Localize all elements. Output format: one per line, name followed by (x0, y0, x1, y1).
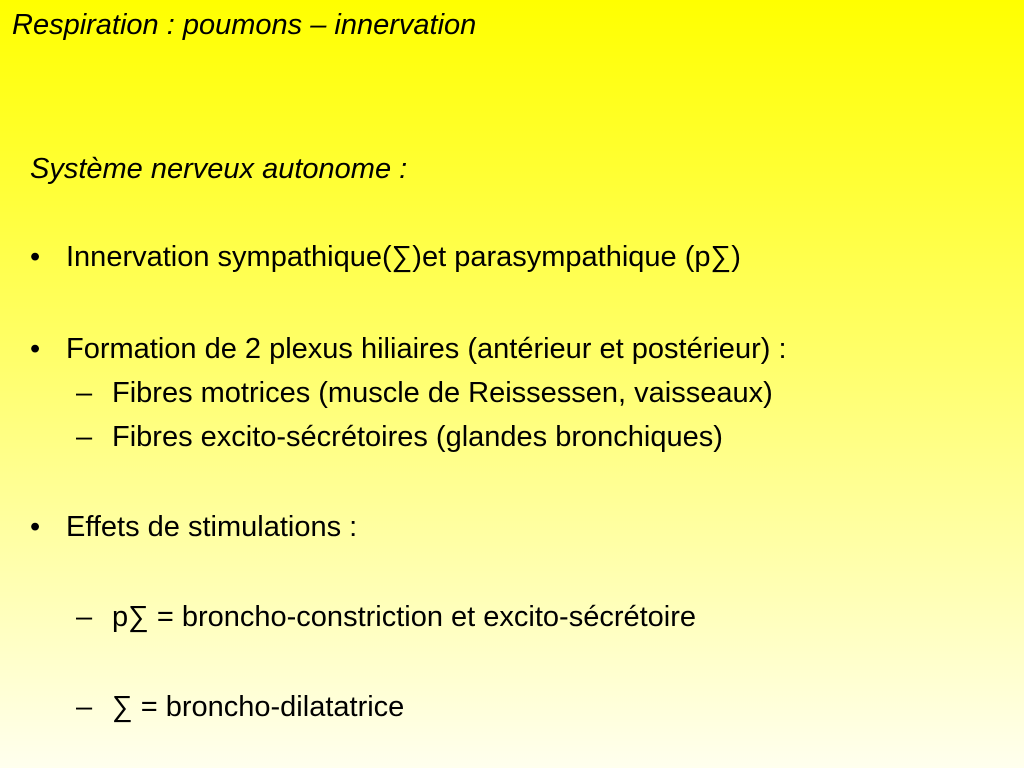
dash-marker: – (76, 421, 93, 453)
section-subheading: Système nerveux autonome : (30, 153, 408, 185)
sub-bullet-text: Fibres motrices (muscle de Reissessen, vaisseaux) (112, 377, 773, 409)
dash-marker: – (76, 377, 93, 409)
bullet-text: Effets de stimulations : (66, 511, 358, 543)
slide-title: Respiration : poumons – innervation (12, 9, 477, 41)
bullet-text: Formation de 2 plexus hiliaires (antérieur et postérieur) : (66, 333, 787, 365)
dash-marker: – (76, 601, 93, 633)
dash-marker: – (76, 691, 93, 723)
bullet-marker: • (30, 241, 41, 273)
sub-bullet-text: Fibres excito-sécrétoires (glandes bronchiques) (112, 421, 723, 453)
bullet-text: Innervation sympathique(∑)et parasympathique (p∑) (66, 241, 741, 273)
bullet-marker: • (30, 511, 41, 543)
sub-bullet-text: ∑ = broncho-dilatatrice (112, 691, 405, 723)
sub-bullet-text: p∑ = broncho-constriction et excito-sécrétoire (112, 601, 697, 633)
bullet-marker: • (30, 333, 41, 365)
